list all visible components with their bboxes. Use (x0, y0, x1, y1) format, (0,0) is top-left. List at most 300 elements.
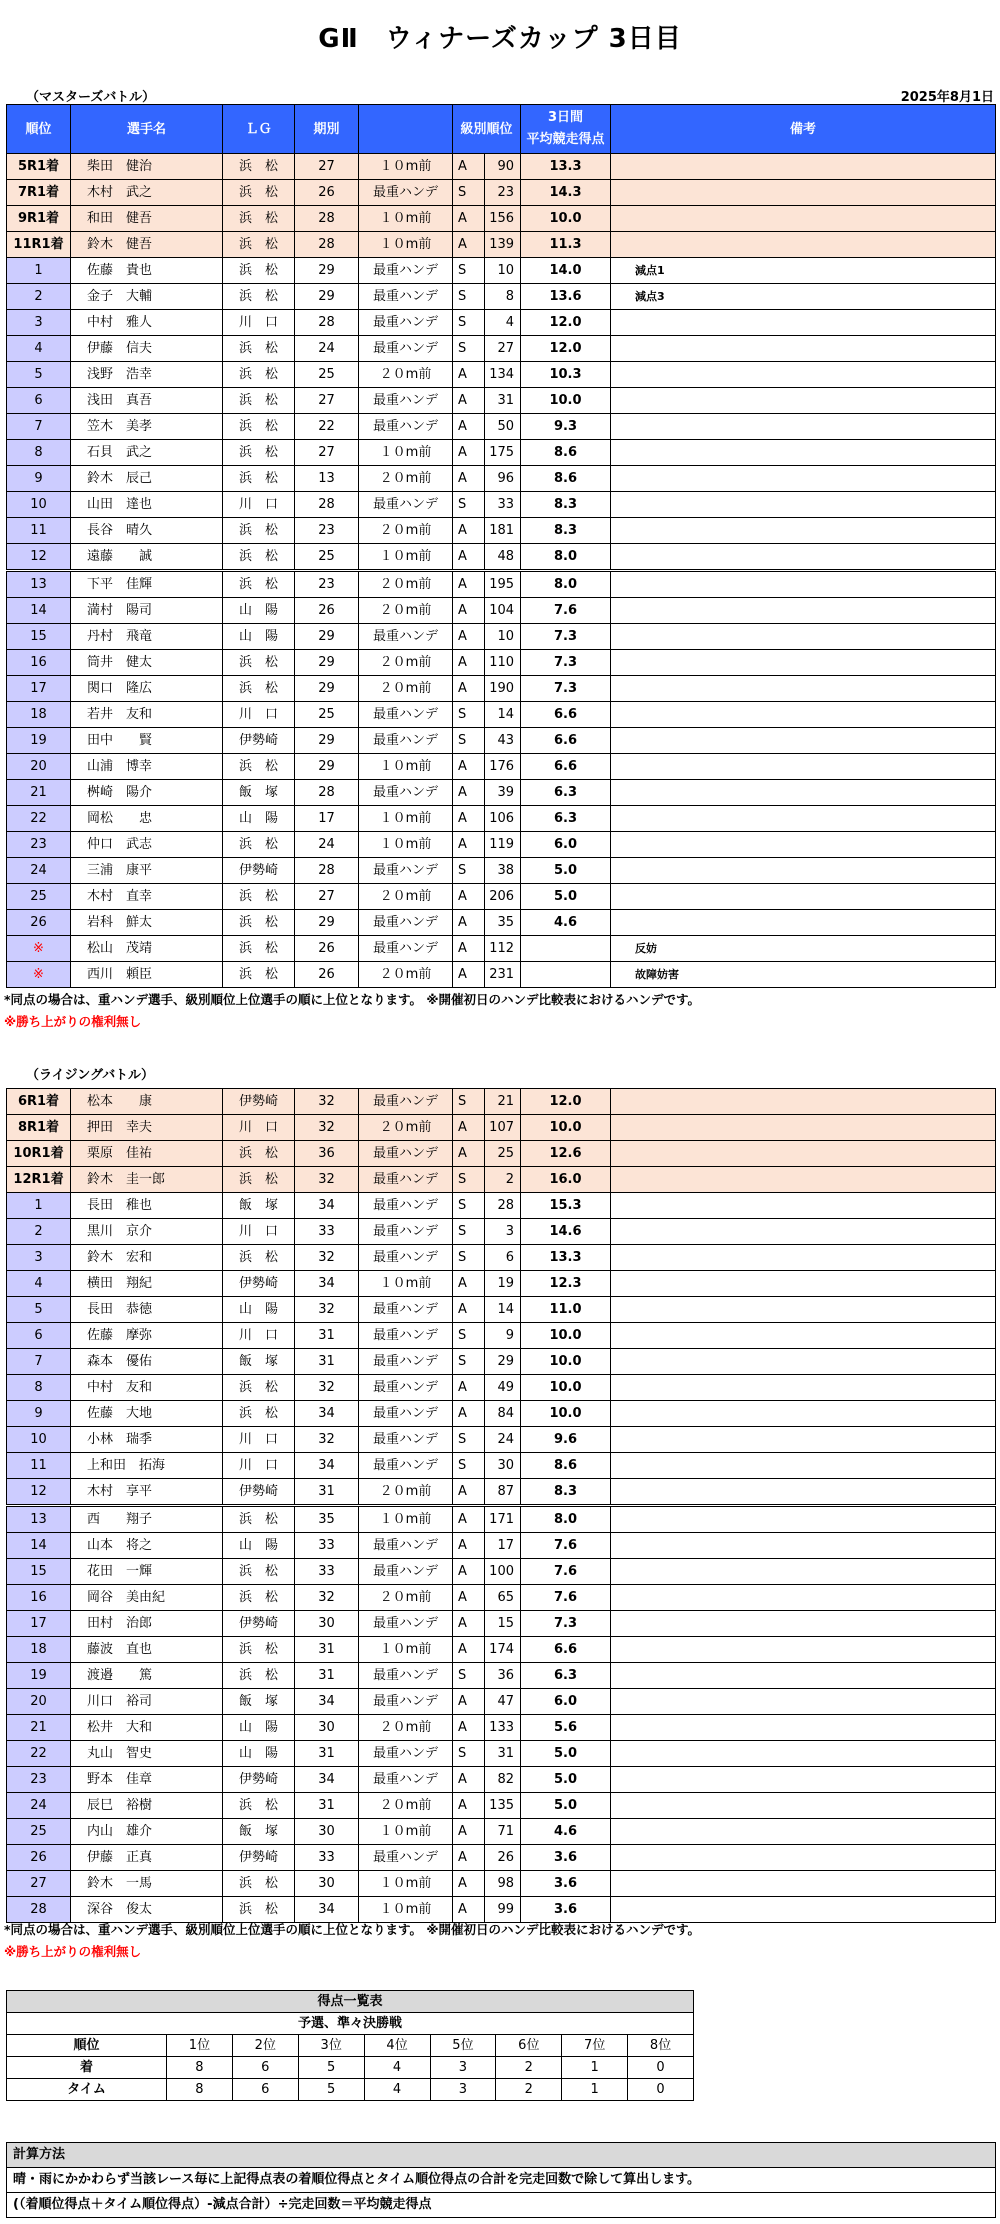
rank-cell: 16 (7, 650, 71, 676)
note-cell (611, 780, 996, 806)
handicap-cell: １０m前 (359, 806, 453, 832)
handicap-cell: 最重ハンデ (359, 624, 453, 650)
table-row (7, 1689, 996, 1715)
handicap-cell: 最重ハンデ (359, 1245, 453, 1271)
handicap-cell: 最重ハンデ (359, 492, 453, 518)
score-cell: 7.3 (521, 1611, 611, 1637)
points-value: 8 (167, 2079, 233, 2101)
table-row (7, 1663, 996, 1689)
score-cell (521, 936, 611, 962)
rank-cell: 11 (7, 1453, 71, 1479)
header-note: 備考 (611, 105, 996, 154)
class-cell: A (453, 910, 485, 936)
handicap-cell: 最重ハンデ (359, 180, 453, 206)
rank-cell: 27 (7, 1871, 71, 1897)
class-cell: A (453, 388, 485, 414)
period-cell: 34 (295, 1401, 359, 1427)
table-row (7, 362, 996, 388)
score-cell: 12.3 (521, 1271, 611, 1297)
table-row (7, 388, 996, 414)
table-row (7, 310, 996, 336)
class-rank-cell: 135 (485, 1793, 521, 1819)
player-name: 鈴木 辰己 (71, 466, 223, 492)
period-cell: 27 (295, 884, 359, 910)
handicap-cell: 最重ハンデ (359, 1741, 453, 1767)
class-rank-cell: 6 (485, 1245, 521, 1271)
class-rank-cell: 19 (485, 1271, 521, 1297)
calc-formula: (（着順位得点＋タイム順位得点）-減点合計）÷完走回数＝平均競走得点 (7, 2193, 996, 2218)
rank-cell: 9 (7, 1401, 71, 1427)
header-lg: ＬＧ (223, 105, 295, 154)
points-position-header: 4位 (364, 2035, 430, 2057)
handicap-cell: 最重ハンデ (359, 1767, 453, 1793)
rank-cell: 22 (7, 1741, 71, 1767)
lg-cell: 山 陽 (223, 1533, 295, 1559)
rank-cell: 10 (7, 492, 71, 518)
header-period: 期別 (295, 105, 359, 154)
period-cell: 32 (295, 1245, 359, 1271)
player-name: 関口 隆広 (71, 676, 223, 702)
period-cell: 30 (295, 1715, 359, 1741)
player-name: 田中 賢 (71, 728, 223, 754)
period-cell: 33 (295, 1533, 359, 1559)
handicap-cell: 最重ハンデ (359, 258, 453, 284)
lg-cell: 川 口 (223, 492, 295, 518)
class-rank-cell: 82 (485, 1767, 521, 1793)
score-cell: 5.0 (521, 1793, 611, 1819)
note-cell (611, 1689, 996, 1715)
rising-section-label: （ライジングバトル） (26, 1068, 154, 1083)
class-rank-cell: 36 (485, 1663, 521, 1689)
points-position-header: 1位 (167, 2035, 233, 2057)
points-position-header: 6位 (496, 2035, 562, 2057)
table-row (7, 1427, 996, 1453)
note-cell (611, 1611, 996, 1637)
lg-cell: 浜 松 (223, 1401, 295, 1427)
period-cell: 31 (295, 1741, 359, 1767)
period-cell: 23 (295, 571, 359, 598)
rank-cell: 24 (7, 1793, 71, 1819)
rank-cell: 8 (7, 1375, 71, 1401)
table-row (7, 780, 996, 806)
class-cell: A (453, 206, 485, 232)
period-cell: 29 (295, 624, 359, 650)
class-rank-cell: 14 (485, 1297, 521, 1323)
class-rank-cell: 231 (485, 962, 521, 988)
player-name: 遠藤 誠 (71, 544, 223, 571)
class-cell: A (453, 362, 485, 388)
lg-cell: 飯 塚 (223, 1349, 295, 1375)
table-row (7, 1741, 996, 1767)
player-name: 石貝 武之 (71, 440, 223, 466)
lg-cell: 川 口 (223, 1115, 295, 1141)
score-cell: 13.6 (521, 284, 611, 310)
period-cell: 28 (295, 310, 359, 336)
class-cell: S (453, 258, 485, 284)
player-name: 満村 陽司 (71, 598, 223, 624)
class-rank-cell: 71 (485, 1819, 521, 1845)
class-cell: S (453, 858, 485, 884)
handicap-cell: 最重ハンデ (359, 1349, 453, 1375)
score-cell: 12.0 (521, 1089, 611, 1115)
rank-cell: 19 (7, 1663, 71, 1689)
period-cell: 32 (295, 1115, 359, 1141)
note-cell (611, 728, 996, 754)
table-row (7, 258, 996, 284)
note-cell (611, 1115, 996, 1141)
handicap-cell: ２０m前 (359, 884, 453, 910)
score-cell: 6.6 (521, 754, 611, 780)
class-cell: S (453, 1089, 485, 1115)
note-cell (611, 1506, 996, 1533)
handicap-cell: 最重ハンデ (359, 910, 453, 936)
class-cell: S (453, 284, 485, 310)
handicap-cell: 最重ハンデ (359, 936, 453, 962)
score-cell: 10.0 (521, 1349, 611, 1375)
rank-cell: 18 (7, 1637, 71, 1663)
player-name: 岩科 鮮太 (71, 910, 223, 936)
lg-cell: 浜 松 (223, 544, 295, 571)
handicap-cell: 最重ハンデ (359, 388, 453, 414)
rank-cell: 11R1着 (7, 232, 71, 258)
table-row (7, 858, 996, 884)
player-name: 黒川 京介 (71, 1219, 223, 1245)
lg-cell: 浜 松 (223, 1793, 295, 1819)
handicap-cell: ２０m前 (359, 676, 453, 702)
rank-cell: 1 (7, 1193, 71, 1219)
period-cell: 32 (295, 1585, 359, 1611)
handicap-cell: ２０m前 (359, 962, 453, 988)
note-cell: 故障妨害 (611, 962, 996, 988)
class-rank-cell: 31 (485, 388, 521, 414)
period-cell: 31 (295, 1349, 359, 1375)
note-cell (611, 754, 996, 780)
player-name: 岡谷 美由紀 (71, 1585, 223, 1611)
table-row (7, 1401, 996, 1427)
lg-cell: 川 口 (223, 1219, 295, 1245)
class-rank-cell: 35 (485, 910, 521, 936)
score-cell: 4.6 (521, 910, 611, 936)
period-cell: 27 (295, 154, 359, 180)
lg-cell: 浜 松 (223, 1167, 295, 1193)
class-rank-cell: 43 (485, 728, 521, 754)
score-cell: 8.0 (521, 544, 611, 571)
score-cell: 3.6 (521, 1845, 611, 1871)
player-name: 松井 大和 (71, 1715, 223, 1741)
note-cell (611, 518, 996, 544)
points-value: 6 (232, 2079, 298, 2101)
handicap-cell: ２０m前 (359, 518, 453, 544)
note-cell (611, 1767, 996, 1793)
class-rank-cell: 28 (485, 1193, 521, 1219)
period-cell: 29 (295, 284, 359, 310)
score-cell: 6.6 (521, 728, 611, 754)
class-rank-cell: 98 (485, 1871, 521, 1897)
note-cell (611, 1141, 996, 1167)
player-name: 浅田 真吾 (71, 388, 223, 414)
score-cell: 5.0 (521, 1767, 611, 1793)
class-cell: A (453, 832, 485, 858)
player-name: 柴田 健治 (71, 154, 223, 180)
note-cell (611, 388, 996, 414)
class-rank-cell: 175 (485, 440, 521, 466)
handicap-cell: ２０m前 (359, 1479, 453, 1506)
table-row (7, 728, 996, 754)
handicap-cell: 最重ハンデ (359, 1689, 453, 1715)
note-cell (611, 1427, 996, 1453)
class-rank-cell: 25 (485, 1141, 521, 1167)
rank-cell: 2 (7, 284, 71, 310)
player-name: 内山 雄介 (71, 1819, 223, 1845)
player-name: 筒井 健太 (71, 650, 223, 676)
table-row (7, 1871, 996, 1897)
class-cell: A (453, 1871, 485, 1897)
player-name: 鈴木 宏和 (71, 1245, 223, 1271)
points-value: 0 (628, 2057, 694, 2079)
table-row (7, 806, 996, 832)
note-cell (611, 1793, 996, 1819)
note-cell (611, 544, 996, 571)
player-name: 上和田 拓海 (71, 1453, 223, 1479)
player-name: 小林 瑞季 (71, 1427, 223, 1453)
lg-cell: 浜 松 (223, 754, 295, 780)
note-cell (611, 1401, 996, 1427)
table-row (7, 884, 996, 910)
player-name: 辰巳 裕樹 (71, 1793, 223, 1819)
score-cell: 8.6 (521, 1453, 611, 1479)
lg-cell: 伊勢崎 (223, 1089, 295, 1115)
class-rank-cell: 3 (485, 1219, 521, 1245)
points-value: 1 (562, 2057, 628, 2079)
class-cell: A (453, 1637, 485, 1663)
table-row (7, 571, 996, 598)
class-rank-cell: 84 (485, 1401, 521, 1427)
handicap-cell: 最重ハンデ (359, 336, 453, 362)
rank-cell: 17 (7, 1611, 71, 1637)
rank-cell: 15 (7, 624, 71, 650)
period-cell: 29 (295, 676, 359, 702)
score-cell: 8.3 (521, 1479, 611, 1506)
lg-cell: 浜 松 (223, 832, 295, 858)
class-cell: A (453, 571, 485, 598)
table-row (7, 466, 996, 492)
handicap-cell: 最重ハンデ (359, 1297, 453, 1323)
score-cell: 7.6 (521, 1533, 611, 1559)
rank-cell: 19 (7, 728, 71, 754)
score-cell: 14.0 (521, 258, 611, 284)
class-cell: A (453, 650, 485, 676)
class-cell: A (453, 1819, 485, 1845)
handicap-cell: 最重ハンデ (359, 1559, 453, 1585)
note-cell (611, 1715, 996, 1741)
points-value: 0 (628, 2079, 694, 2101)
player-name: 渡邉 篤 (71, 1663, 223, 1689)
class-rank-cell: 65 (485, 1585, 521, 1611)
points-value: 4 (364, 2079, 430, 2101)
score-cell: 7.3 (521, 676, 611, 702)
class-rank-cell: 206 (485, 884, 521, 910)
handicap-cell: 最重ハンデ (359, 310, 453, 336)
lg-cell: 浜 松 (223, 518, 295, 544)
calc-description: 晴・雨にかかわらず当該レース毎に上記得点表の着順位得点とタイム順位得点の合計を完走回数で除して算出します。 (7, 2168, 996, 2193)
score-cell: 6.3 (521, 1663, 611, 1689)
handicap-cell: １０m前 (359, 754, 453, 780)
lg-cell: 浜 松 (223, 258, 295, 284)
note-cell (611, 1193, 996, 1219)
score-cell: 14.6 (521, 1219, 611, 1245)
handicap-cell: １０m前 (359, 232, 453, 258)
note-cell: 反妨 (611, 936, 996, 962)
player-name: 伊藤 正真 (71, 1845, 223, 1871)
player-name: 佐藤 貴也 (71, 258, 223, 284)
score-cell: 10.0 (521, 1375, 611, 1401)
lg-cell: 浜 松 (223, 1506, 295, 1533)
points-table (6, 1990, 694, 2101)
class-cell: S (453, 180, 485, 206)
class-rank-cell: 4 (485, 310, 521, 336)
handicap-cell: ２０m前 (359, 466, 453, 492)
header-handicap (359, 105, 453, 154)
class-rank-cell: 15 (485, 1611, 521, 1637)
table-row (7, 180, 996, 206)
note-cell (611, 206, 996, 232)
score-cell: 12.6 (521, 1141, 611, 1167)
class-cell: A (453, 962, 485, 988)
class-cell: S (453, 1453, 485, 1479)
handicap-cell: 最重ハンデ (359, 1611, 453, 1637)
rank-cell: ※ (7, 962, 71, 988)
lg-cell: 浜 松 (223, 206, 295, 232)
score-cell: 7.6 (521, 1559, 611, 1585)
handicap-cell: ２０m前 (359, 650, 453, 676)
score-cell: 13.3 (521, 1245, 611, 1271)
header-score-line2: 平均競走得点 (526, 132, 605, 147)
player-name: 下平 佳輝 (71, 571, 223, 598)
player-name: 丹村 飛竜 (71, 624, 223, 650)
note-cell: 減点3 (611, 284, 996, 310)
lg-cell: 伊勢崎 (223, 1767, 295, 1793)
rank-cell: 7 (7, 1349, 71, 1375)
note-cell (611, 910, 996, 936)
player-name: 和田 健吾 (71, 206, 223, 232)
period-cell: 29 (295, 754, 359, 780)
note-cell (611, 362, 996, 388)
player-name: 三浦 康平 (71, 858, 223, 884)
period-cell: 26 (295, 962, 359, 988)
lg-cell: 浜 松 (223, 1559, 295, 1585)
rank-cell: 4 (7, 336, 71, 362)
note-cell (611, 650, 996, 676)
note-cell: 減点1 (611, 258, 996, 284)
period-cell: 26 (295, 936, 359, 962)
lg-cell: 川 口 (223, 1427, 295, 1453)
class-rank-cell: 139 (485, 232, 521, 258)
class-rank-cell: 174 (485, 1637, 521, 1663)
class-rank-cell: 107 (485, 1115, 521, 1141)
class-rank-cell: 99 (485, 1897, 521, 1923)
note-cell (611, 832, 996, 858)
class-rank-cell: 17 (485, 1533, 521, 1559)
player-name: 若井 友和 (71, 702, 223, 728)
player-name: 山田 達也 (71, 492, 223, 518)
score-cell: 15.3 (521, 1193, 611, 1219)
points-value: 6 (232, 2057, 298, 2079)
period-cell: 29 (295, 258, 359, 284)
handicap-cell: 最重ハンデ (359, 284, 453, 310)
class-rank-cell: 27 (485, 336, 521, 362)
score-cell: 8.0 (521, 571, 611, 598)
score-cell: 16.0 (521, 1167, 611, 1193)
handicap-cell: 最重ハンデ (359, 1533, 453, 1559)
note-cell (611, 1375, 996, 1401)
lg-cell: 浜 松 (223, 1375, 295, 1401)
table-row (7, 1637, 996, 1663)
note-cell (611, 1559, 996, 1585)
class-rank-cell: 119 (485, 832, 521, 858)
period-cell: 28 (295, 780, 359, 806)
class-rank-cell: 30 (485, 1453, 521, 1479)
rank-cell: 5 (7, 1297, 71, 1323)
lg-cell: 伊勢崎 (223, 728, 295, 754)
period-cell: 25 (295, 544, 359, 571)
rising-footnote: *同点の場合は、重ハンデ選手、級別順位上位選手の順に上位となります。 ※開催初日のハンデ比較表におけるハンデです。 (4, 1922, 701, 1937)
rank-cell: 26 (7, 910, 71, 936)
points-table-title: 得点一覧表 (7, 1991, 694, 2013)
period-cell: 28 (295, 232, 359, 258)
period-cell: 34 (295, 1453, 359, 1479)
lg-cell: 浜 松 (223, 232, 295, 258)
class-rank-cell: 100 (485, 1559, 521, 1585)
lg-cell: 川 口 (223, 310, 295, 336)
handicap-cell: 最重ハンデ (359, 1375, 453, 1401)
period-cell: 27 (295, 440, 359, 466)
player-name: 深谷 俊太 (71, 1897, 223, 1923)
rank-cell: 2 (7, 1219, 71, 1245)
masters-footnote: *同点の場合は、重ハンデ選手、級別順位上位選手の順に上位となります。 ※開催初日のハンデ比較表におけるハンデです。 (4, 992, 701, 1007)
rank-cell: 7 (7, 414, 71, 440)
calculation-method-table (6, 2142, 996, 2218)
rank-cell: 20 (7, 754, 71, 780)
table-row (7, 1141, 996, 1167)
score-cell: 10.0 (521, 1401, 611, 1427)
period-cell: 28 (295, 858, 359, 884)
calc-title: 計算方法 (7, 2143, 996, 2168)
period-cell: 30 (295, 1819, 359, 1845)
lg-cell: 浜 松 (223, 414, 295, 440)
rank-cell: 5R1着 (7, 154, 71, 180)
period-cell: 31 (295, 1637, 359, 1663)
score-cell: 5.0 (521, 884, 611, 910)
note-cell (611, 440, 996, 466)
date-label: 2025年8月1日 (900, 90, 994, 105)
points-position-header: 5位 (430, 2035, 496, 2057)
note-cell (611, 232, 996, 258)
class-cell: A (453, 154, 485, 180)
header-class-rank: 級別順位 (453, 105, 521, 154)
score-cell: 11.0 (521, 1297, 611, 1323)
class-rank-cell: 8 (485, 284, 521, 310)
class-cell: A (453, 544, 485, 571)
rank-cell: 10R1着 (7, 1141, 71, 1167)
score-cell: 10.0 (521, 206, 611, 232)
table-row (7, 492, 996, 518)
rank-cell: 13 (7, 1506, 71, 1533)
score-cell: 6.0 (521, 1689, 611, 1715)
lg-cell: 飯 塚 (223, 780, 295, 806)
rank-cell: 9R1着 (7, 206, 71, 232)
note-cell (611, 1453, 996, 1479)
note-cell (611, 1741, 996, 1767)
